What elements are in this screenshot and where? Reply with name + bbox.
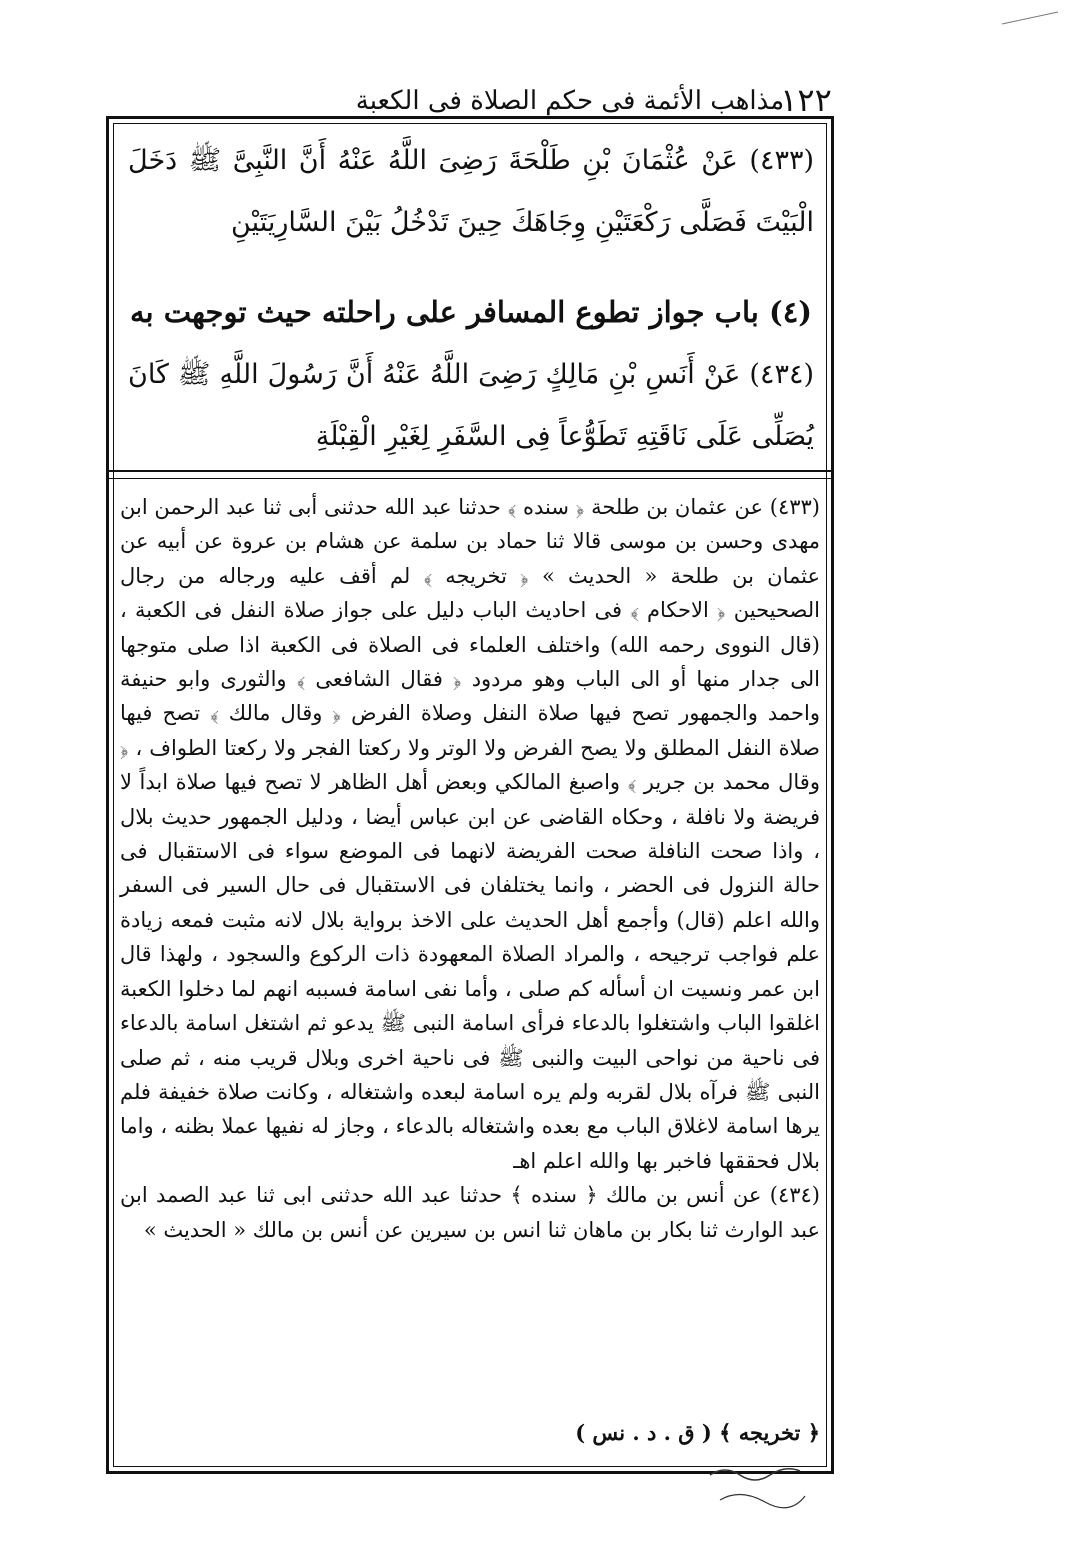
hadith-434: (٤٣٤) عَنْ أَنَسِ بْنِ مَالِكٍ رَضِىَ اللَّهُ عَنْهُ أَنَّ رَسُولَ اللَّهِ ﷺ كَانَ يُصَلِّى عَلَى نَاقَتِهِ تَطَوُّعاً فِى السَّفَرِ لِغَيْرِ الْقِبْلَةِ xyxy=(128,359,814,452)
commentary-434: (٤٣٤) عن أنس بن مالك ﴿ سنده ﴾ حدثنا عبد الله حدثنى ابى ثنا عبد الصمد ابن عبد الوارث ثنا بكار بن ماهان ثنا انس بن سيرين عن أنس بن مالك « الحديث » xyxy=(120,1183,820,1242)
takhrij-note: ﴿ تخريجه ﴾ ( ق . د . نس ) xyxy=(575,1420,820,1445)
commentary-433: (٤٣٣) عن عثمان بن طلحة ﴿ سنده ﴾ حدثنا عبد الله حدثنى أبى ثنا عبد الرحمن ابن مهدى وحسن بن موسى قالا ثنا حماد بن سلمة عن هشام بن عروة عن أبيه عن عثمان بن طلحة « الحديث » ﴿ تخريجه ﴾ لم أقف عليه ورجاله من رجال الصحيحين ﴿ الاحكام ﴾ فى احاديث الباب دليل على جواز صلاة النفل فى الكعبة ، (قال النووى رحمه الله) واختلف العلماء فى الصلاة فى الكعبة اذا صلى متوجها الى جدار منها أو الى الباب وهو مردود ﴿ فقال الشافعى ﴾ والثورى وابو حنيفة واحمد والجمهور تصح فيها صلاة النفل وصلاة الفرض ﴿ وقال مالك ﴾ تصح فيها صلاة النفل المطلق ولا يصح الفرض ولا الوتر ولا ركعتا الفجر ولا ركعتا الطواف ، ﴿ وقال محمد بن جرير ﴾ واصبغ المالكي وبعض أهل الظاهر لا تصح فيها صلاة ابداً لا فريضة ولا نافلة ، وحكاه القاضى عن ابن عباس أيضا ، ودليل الجمهور حديث بلال ، واذا صحت النافلة صحت الفريضة لانهما فى الموضع سواء فى الاستقبال فى حالة النزول فى الحضر ، وانما يختلفان فى الاستقبال فى حال السير فى السفر والله اعلم (قال) وأجمع أهل الحديث على الاخذ برواية بلال لانه مثبت فمعه زيادة علم فواجب ترجيحه ، والمراد الصلاة المعهودة ذات الركوع والسجود ، ولهذا قال ابن عمر ونسيت ان أسأله كم صلى ، وأما نفى اسامة فسببه انهم لما دخلوا الكعبة اغلقوا الباب واشتغلوا بالدعاء فرأى اسامة النبى ﷺ يدعو ثم اشتغل اسامة بالدعاء فى ناحية من نواحى البيت والنبى ﷺ فى ناحية اخرى وبلال قريب منه ، ثم صلى النبى ﷺ فرآه بلال لقربه ولم يره اسامة لبعده واشتغاله ، وكانت صلاة خفيفة فلم يرها اسامة لاغلاق الباب مع بعده واشتغاله بالدعاء ، وجاز له نفيها عملا بظنه ، واما بلال فحققها فاخبر بها والله اعلم اهـ xyxy=(120,495,820,1173)
commentary xyxy=(120,490,820,1247)
chapter-title: (٤) باب جواز تطوع المسافر على راحلته حيث توجهت به xyxy=(129,295,812,329)
handwritten-scribble-icon xyxy=(700,1455,820,1515)
hadith-433: (٤٣٣) عَنْ عُثْمَانَ بْنِ طَلْحَةَ رَضِىَ اللَّهُ عَنْهُ أَنَّ النَّبِىَّ ﷺ دَخَلَ الْبَيْتَ فَصَلَّى رَكْعَتَيْنِ وِجَاهَكَ حِينَ تَدْخُلُ بَيْنَ السَّارِيَتَيْنِ xyxy=(128,145,814,238)
page-number: ١٢٢ xyxy=(780,81,832,119)
page-title: مذاهب الأئمة فى حكم الصلاة فى الكعبة xyxy=(355,86,785,116)
margin-stroke-icon xyxy=(1000,8,1060,28)
section-divider xyxy=(108,470,832,479)
